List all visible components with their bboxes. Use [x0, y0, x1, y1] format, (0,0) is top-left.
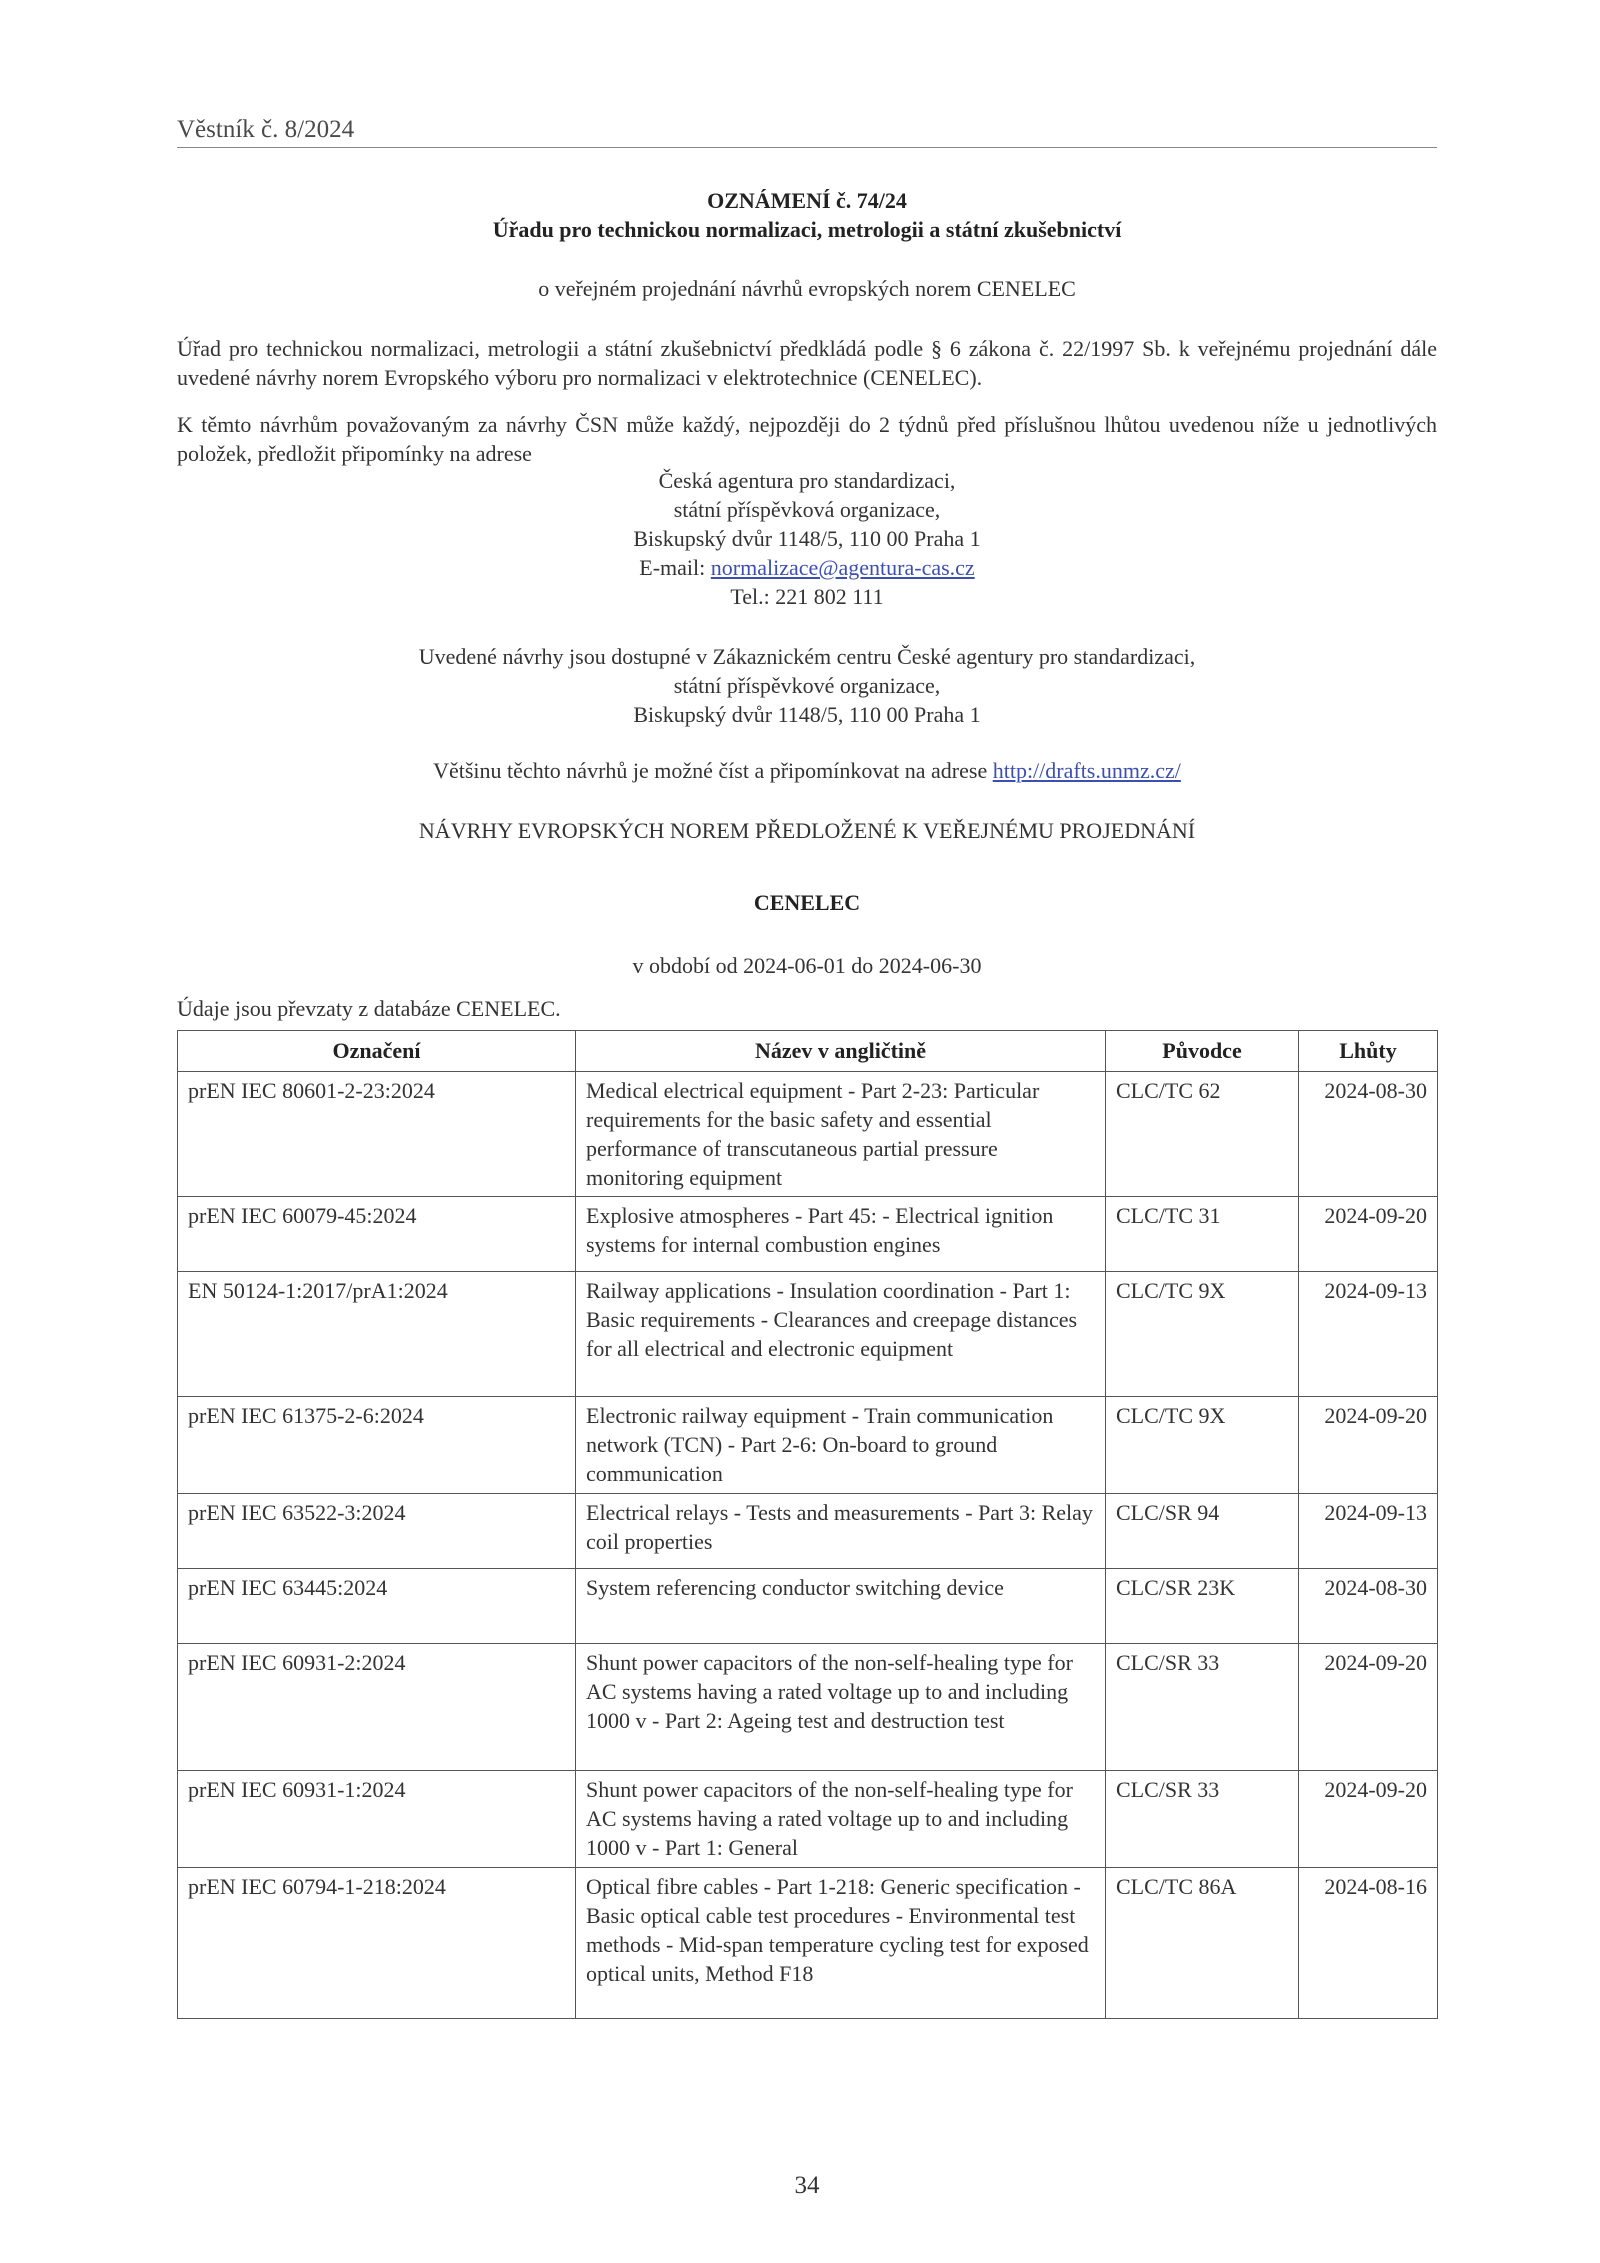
address-block: [177, 466, 1437, 611]
intro-paragraph: Úřad pro technickou normalizaci, metrologii a státní zkušebnictví předkládá podle § 6 zákona č. 22/1997 Sb. k veřejnému projednání dále uvedené návrhy norem Evropského výboru pro normalizaci v elektrotechnice (CENELEC).: [177, 336, 1437, 390]
column-header: Označení: [178, 1031, 576, 1072]
norm-deadline: 2024-08-30: [1299, 1569, 1438, 1644]
availability-line: Biskupský dvůr 1148/5, 110 00 Praha 1: [633, 702, 981, 727]
email-line: [177, 553, 1437, 582]
publication-header: Věstník č. 8/2024: [177, 116, 355, 143]
norm-title: Optical fibre cables - Part 1-218: Generic specification - Basic optical cable test procedures - Environmental test methods - Mid-span temperature cycling test for exposed optical units, Method F18: [576, 1868, 1106, 2019]
norm-title: Explosive atmospheres - Part 45: - Electrical ignition systems for internal combustion engines: [576, 1197, 1106, 1272]
norms-table: [177, 1030, 1438, 2019]
page-number: 34: [794, 2172, 820, 2199]
norm-origin: CLC/TC 31: [1106, 1197, 1299, 1272]
section-heading: NÁVRHY EVROPSKÝCH NOREM PŘEDLOŽENÉ K VEŘEJNÉMU PROJEDNÁNÍ: [418, 818, 1196, 843]
web-line: [177, 758, 1437, 784]
norm-origin: CLC/TC 62: [1106, 1072, 1299, 1197]
availability-line: státní příspěvkové organizace,: [673, 673, 941, 698]
email-label: E-mail:: [639, 555, 711, 580]
table-row: [178, 1197, 1438, 1272]
norm-title: Electrical relays - Tests and measurements - Part 3: Relay coil properties: [576, 1494, 1106, 1569]
source-note: Údaje jsou převzaty z databáze CENELEC.: [177, 996, 561, 1021]
norm-code: prEN IEC 61375-2-6:2024: [178, 1397, 576, 1494]
table-row: [178, 1569, 1438, 1644]
address-line: Česká agentura pro standardizaci,: [658, 468, 956, 493]
notice-topic: o veřejném projednání návrhů evropských norem CENELEC: [538, 276, 1076, 301]
web-prefix: Většinu těchto návrhů je možné číst a připomínkovat na adrese: [433, 758, 993, 783]
norm-title: Shunt power capacitors of the non-self-healing type for AC systems having a rated voltage up to and including 1000 v - Part 1: General: [576, 1771, 1106, 1868]
norm-code: prEN IEC 60931-1:2024: [178, 1771, 576, 1868]
table-row: [178, 1494, 1438, 1569]
norm-deadline: 2024-09-13: [1299, 1272, 1438, 1397]
table-row: [178, 1868, 1438, 2019]
norm-origin: CLC/SR 94: [1106, 1494, 1299, 1569]
norm-deadline: 2024-09-20: [1299, 1197, 1438, 1272]
column-header: Název v angličtině: [576, 1031, 1106, 1072]
norm-title: Railway applications - Insulation coordination - Part 1: Basic requirements - Clearances and creepage distances for all electrical and electronic equipment: [576, 1272, 1106, 1397]
column-header: Lhůty: [1299, 1031, 1438, 1072]
norm-code: prEN IEC 63445:2024: [178, 1569, 576, 1644]
norm-deadline: 2024-08-30: [1299, 1072, 1438, 1197]
norm-title: Medical electrical equipment - Part 2-23: Particular requirements for the basic safety and essential performance of transcutaneous partial pressure monitoring equipment: [576, 1072, 1106, 1197]
norm-deadline: 2024-09-13: [1299, 1494, 1438, 1569]
address-line: státní příspěvková organizace,: [673, 497, 941, 522]
email-link[interactable]: normalizace@agentura-cas.cz: [710, 555, 975, 580]
comments-paragraph: K těmto návrhům považovaným za návrhy ČSN může každý, nejpozději do 2 týdnů před příslušnou lhůtou uvedenou níže u jednotlivých položek, předložit připomínky na adrese: [177, 412, 1437, 466]
norm-code: prEN IEC 60794-1-218:2024: [178, 1868, 576, 2019]
norm-code: prEN IEC 60931-2:2024: [178, 1644, 576, 1771]
availability-block: [177, 642, 1437, 729]
norm-deadline: 2024-09-20: [1299, 1644, 1438, 1771]
phone-line: Tel.: 221 802 111: [730, 584, 884, 609]
norm-code: EN 50124-1:2017/prA1:2024: [178, 1272, 576, 1397]
norm-origin: CLC/TC 86A: [1106, 1868, 1299, 2019]
period-line: v období od 2024-06-01 do 2024-06-30: [632, 953, 982, 978]
table-row: [178, 1272, 1438, 1397]
drafts-link[interactable]: http://drafts.unmz.cz/: [992, 758, 1181, 783]
norm-title: Shunt power capacitors of the non-self-healing type for AC systems having a rated voltage up to and including 1000 v - Part 2: Ageing test and destruction test: [576, 1644, 1106, 1771]
norm-origin: CLC/SR 33: [1106, 1771, 1299, 1868]
notice-title: OZNÁMENÍ č. 74/24: [707, 188, 907, 213]
table-header-row: [178, 1031, 1438, 1072]
norm-origin: CLC/SR 33: [1106, 1644, 1299, 1771]
column-header: Původce: [1106, 1031, 1299, 1072]
table-row: [178, 1644, 1438, 1771]
table-row: [178, 1072, 1438, 1197]
notice-issuer: Úřadu pro technickou normalizaci, metrologii a státní zkušebnictví: [492, 217, 1122, 242]
table-row: [178, 1771, 1438, 1868]
table-row: [178, 1397, 1438, 1494]
norm-deadline: 2024-09-20: [1299, 1397, 1438, 1494]
header-divider: [177, 147, 1437, 148]
norm-origin: CLC/SR 23K: [1106, 1569, 1299, 1644]
norm-origin: CLC/TC 9X: [1106, 1397, 1299, 1494]
norm-origin: CLC/TC 9X: [1106, 1272, 1299, 1397]
norm-code: prEN IEC 80601-2-23:2024: [178, 1072, 576, 1197]
norm-code: prEN IEC 60079-45:2024: [178, 1197, 576, 1272]
availability-line: Uvedené návrhy jsou dostupné v Zákaznickém centru České agentury pro standardizaci,: [418, 644, 1196, 669]
address-line: Biskupský dvůr 1148/5, 110 00 Praha 1: [633, 526, 981, 551]
norm-deadline: 2024-08-16: [1299, 1868, 1438, 2019]
norm-code: prEN IEC 63522-3:2024: [178, 1494, 576, 1569]
organization-heading: CENELEC: [753, 890, 861, 915]
norm-title: Electronic railway equipment - Train communication network (TCN) - Part 2-6: On-board to ground communication: [576, 1397, 1106, 1494]
norm-title: System referencing conductor switching device: [576, 1569, 1106, 1644]
norm-deadline: 2024-09-20: [1299, 1771, 1438, 1868]
